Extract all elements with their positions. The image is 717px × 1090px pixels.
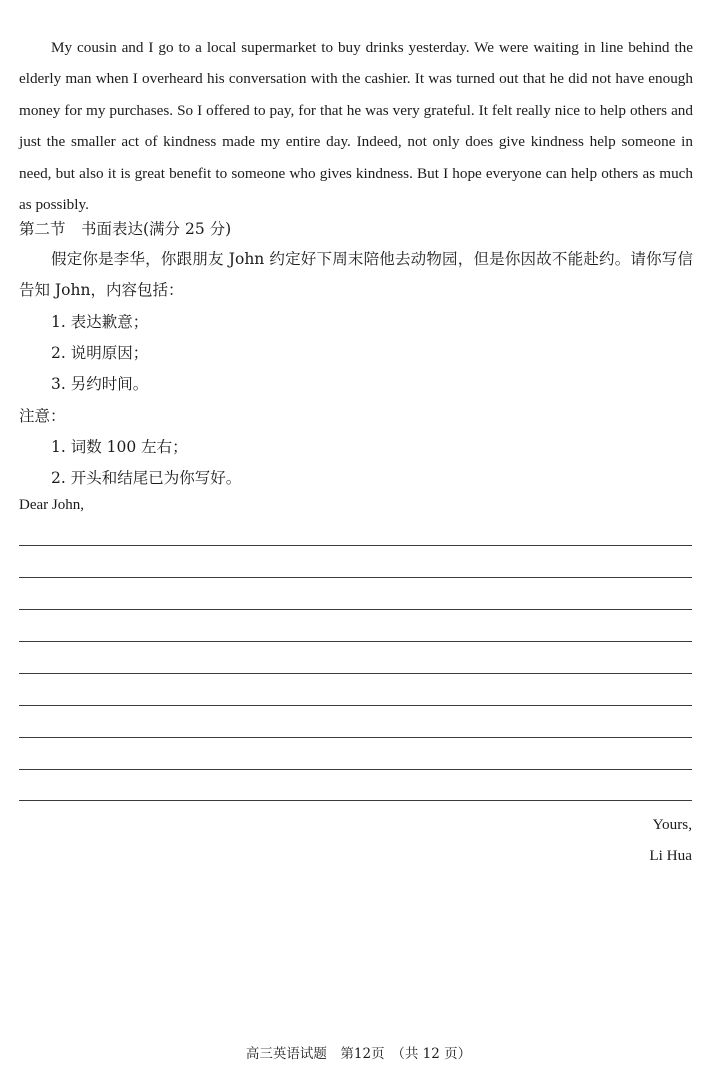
- writing-line[interactable]: [19, 769, 692, 770]
- content-point-2: 2. 说明原因；: [51, 344, 149, 362]
- writing-line[interactable]: [19, 545, 692, 546]
- error-correction-passage: My cousin and I go to a local supermarket to buy drinks yesterday. We were waiting in line behind the elderly man when I overheard his conversation with the cashier. It was turned out that he did not have enough money for my purchases. So I offered to pay, for that he was very grateful. It felt really nice to help others and just the smaller act of kindness made my entire day. Indeed, not only does give kindness help someone in need, but also it is great benefit to someone who gives kindness. But I hope everyone can help others as much as possibly.: [19, 39, 693, 214]
- page-footer: 高三英语试题 第12页 （共 12 页）: [245, 1046, 472, 1062]
- writing-line[interactable]: [19, 609, 692, 610]
- letter-closing: Yours,: [652, 816, 692, 833]
- section-heading: 第二节 书面表达(满分 25 分): [19, 220, 232, 238]
- task-instructions: 假定你是李华，你跟朋友 John 约定好下周末陪他去动物园，但是你因故不能赴约。请你写信告知 John，内容包括：: [19, 250, 693, 299]
- note-2: 2. 开头和结尾已为你写好。: [51, 469, 242, 487]
- writing-line[interactable]: [19, 641, 692, 642]
- letter-signature: Li Hua: [649, 847, 692, 864]
- content-point-3: 3. 另约时间。: [51, 375, 149, 393]
- notes-heading: 注意：: [19, 407, 66, 425]
- note-1: 1. 词数 100 左右；: [51, 438, 188, 456]
- letter-greeting: Dear John,: [19, 497, 84, 513]
- writing-line[interactable]: [19, 800, 692, 801]
- content-point-1: 1. 表达歉意；: [51, 313, 149, 331]
- writing-line[interactable]: [19, 705, 692, 706]
- writing-line[interactable]: [19, 673, 692, 674]
- writing-line[interactable]: [19, 737, 692, 738]
- writing-line[interactable]: [19, 577, 692, 578]
